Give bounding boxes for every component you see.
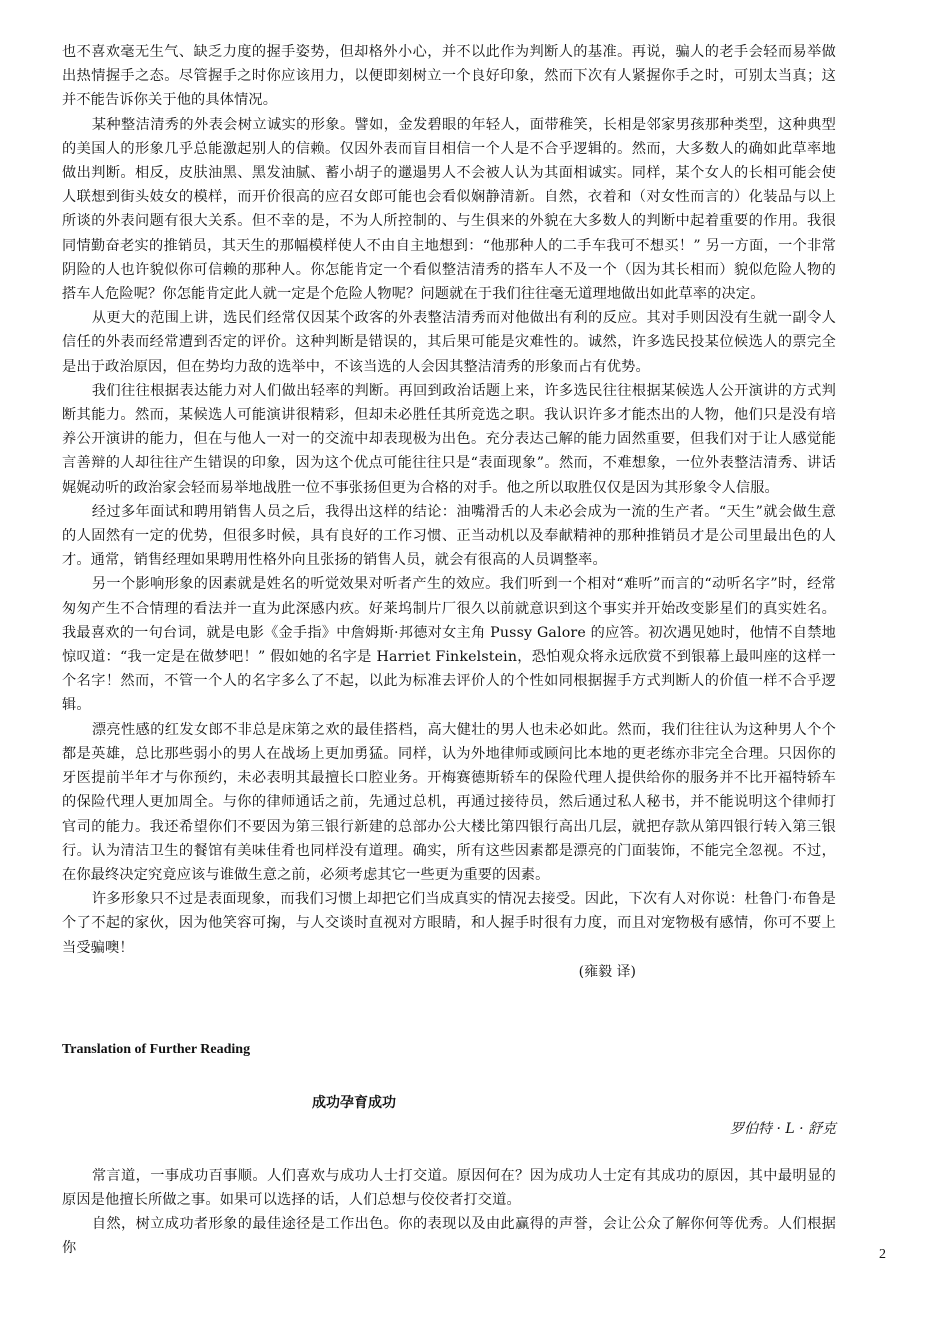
body-paragraph-4: 我们往往根据表达能力对人们做出轻率的判断。再回到政治话题上来，许多选民往往根据某候选人公开演讲的方式判断其能力。然而，某候选人可能演讲很精彩，但却未必胜任其所竞选之职。我认识许多才能杰出的人物，他们只是没有培养公开演讲的能力，但在与他人一对一的交流中却表现极为出色。充分表达己解的能力固然重要，但我们对于让人感觉能言善辩的人却往往产生错误的印象，因为这个优点可能往往只是“表面现象”。然而，不难想象，一位外表整洁清秀、讲话娓娓动听的政治家会轻而易举地战胜一位不事张扬但更为合格的对手。他之所以取胜仅仅是因为其形象令人信服。 bbox=[62, 382, 836, 496]
article-body bbox=[62, 1164, 836, 1261]
body-paragraph-8: 许多形象只不过是表面现象，而我们习惯上却把它们当成真实的情况去接受。因此，下次有人对你说：杜鲁门·布鲁是个了不起的家伙，因为他笑容可掬，与人交谈时直视对方眼睛，和人握手时很有力度，而且对宠物极有感情，你可不要上当受骗噢！ bbox=[62, 891, 836, 956]
page-number: 2 bbox=[879, 1247, 886, 1262]
body-paragraph-5: 经过多年面试和聘用销售人员之后，我得出这样的结论：油嘴滑舌的人未必会成为一流的生产者。“天生”就会做生意的人固然有一定的优势，但很多时候，具有良好的工作习惯、正当动机以及奉献精神的那种推销员才是公司里最出色的人才。通常，销售经理如果聘用性格外向且张扬的销售人员，就会有很高的人员调整率。 bbox=[62, 503, 836, 569]
article-author: 罗伯特 · L · 舒克 bbox=[730, 1120, 836, 1137]
body-text bbox=[62, 40, 836, 960]
translator-credit: (雍毅 译) bbox=[578, 963, 636, 980]
body-paragraph-3: 从更大的范围上讲，选民们经常仅因某个政客的外表整洁清秀而对他做出有利的反应。其对手则因没有生就一副令人信任的外表而经常遭到否定的评价。这种判断是错误的，其后果可能是灾难性的。诚然，许多选民投某位候选人的票完全是出于政治原因，但在势均力敌的选举中，不该当选的人会因其整洁清秀的形象而占有优势。 bbox=[62, 310, 836, 375]
article-paragraph-2: 自然，树立成功者形象的最佳途径是工作出色。你的表现以及由此赢得的声誉，会让公众了解你何等优秀。人们根据你 bbox=[62, 1216, 836, 1257]
body-paragraph-1: 也不喜欢毫无生气、缺乏力度的握手姿势，但却格外小心，并不以此作为判断人的基准。再说，骗人的老手会轻而易举做出热情握手之态。尽管握手之时你应该用力，以便即刻树立一个良好印象，然而下次有人紧握你手之时，可别太当真；这并不能告诉你关于他的具体情况。 bbox=[62, 44, 836, 109]
document-page bbox=[62, 40, 836, 1261]
article-paragraph-1: 常言道，一事成功百事顺。人们喜欢与成功人士打交道。原因何在？因为成功人士定有其成功的原因，其中最明显的原因是他擅长所做之事。如果可以选择的话，人们总想与佼佼者打交道。 bbox=[62, 1167, 836, 1208]
body-paragraph-7: 漂亮性感的红发女郎不非总是床第之欢的最佳搭档，高大健壮的男人也未必如此。然而，我们往往认为这种男人个个都是英雄，总比那些弱小的男人在战场上更加勇猛。同样，认为外地律师或顾问比本地的更老练亦非完全合理。只因你的牙医提前半年才与你预约，未必表明其最擅长口腔业务。开梅赛德斯轿车的保险代理人提供给你的服务并不比开福特轿车的保险代理人更加周全。与你的律师通话之前，先通过总机，再通过接待员，然后通过私人秘书，并不能说明这个律师打官司的能力。我还希望你们不要因为第三银行新建的总部办公大楼比第四银行高出几层，就把存款从第四银行转入第三银行。认为清洁卫生的餐馆有美味佳肴也同样没有道理。确实，所有这些因素都是漂亮的门面装饰，不能完全忽视。不过，在你最终决定究竟应该与谁做生意之前，必须考虑其它一些更为重要的因素。 bbox=[62, 721, 836, 883]
article-title: 成功孕育成功 bbox=[312, 1094, 396, 1111]
section-heading: Translation of Further Reading bbox=[62, 1041, 251, 1057]
body-paragraph-6: 另一个影响形象的因素就是姓名的听觉效果对听者产生的效应。我们听到一个相对“难听”而言的“动听名字”时，经常匆匆产生不合情理的看法并一直为此深感内疚。好莱坞制片厂很久以前就意识到这个事实并开始改变影星们的真实姓名。我最喜欢的一句台词，就是电影《金手指》中詹姆斯·邦德对女主角 Pussy Galore 的应答。初次遇见她时，他情不自禁地惊叹道：“我一定是在做梦吧！” 假如她的名字是 Harriet Finkelstein，恐怕观众将永远欣赏不到银幕上最叫座的这样一个名字！然而，不管一个人的名字多么了不起，以此为标准去评价人的个性如同根据握手方式判断人的价值一样不合乎逻辑。 bbox=[62, 576, 836, 714]
body-paragraph-2: 某种整洁清秀的外表会树立诚实的形象。譬如，金发碧眼的年轻人，面带稚笑，长相是邻家男孩那种类型，这种典型的美国人的形象几乎总能激起别人的信赖。仅因外表而盲目相信一个人是不合乎逻辑的。然而，大多数人的确如此草率地做出判断。相反，皮肤油黑、黑发油腻、蓄小胡子的邋遢男人不会被人认为其面相诚实。同样，某个女人的长相可能会使人联想到街头妓女的模样，而开价很高的应召女郎可能也会看似娴静清新。自然，衣着和（对女性而言的）化装品与以上所谈的外表问题有很大关系。但不幸的是，不为人所控制的、与生俱来的外貌在大多数人的判断中起着重要的作用。我很同情勤奋老实的推销员，其天生的那幅模样使人不由自主地想到：“他那种人的二手车我可不想买！” 另一方面，一个非常阴险的人也许貌似你可信赖的那种人。你怎能肯定一个看似整洁清秀的搭车人不及一个（因为其长相而）貌似危险人物的搭车人危险呢？你怎能肯定此人就一定是个危险人物呢？问题就在于我们往往毫无道理地做出如此草率的决定。 bbox=[62, 116, 836, 303]
